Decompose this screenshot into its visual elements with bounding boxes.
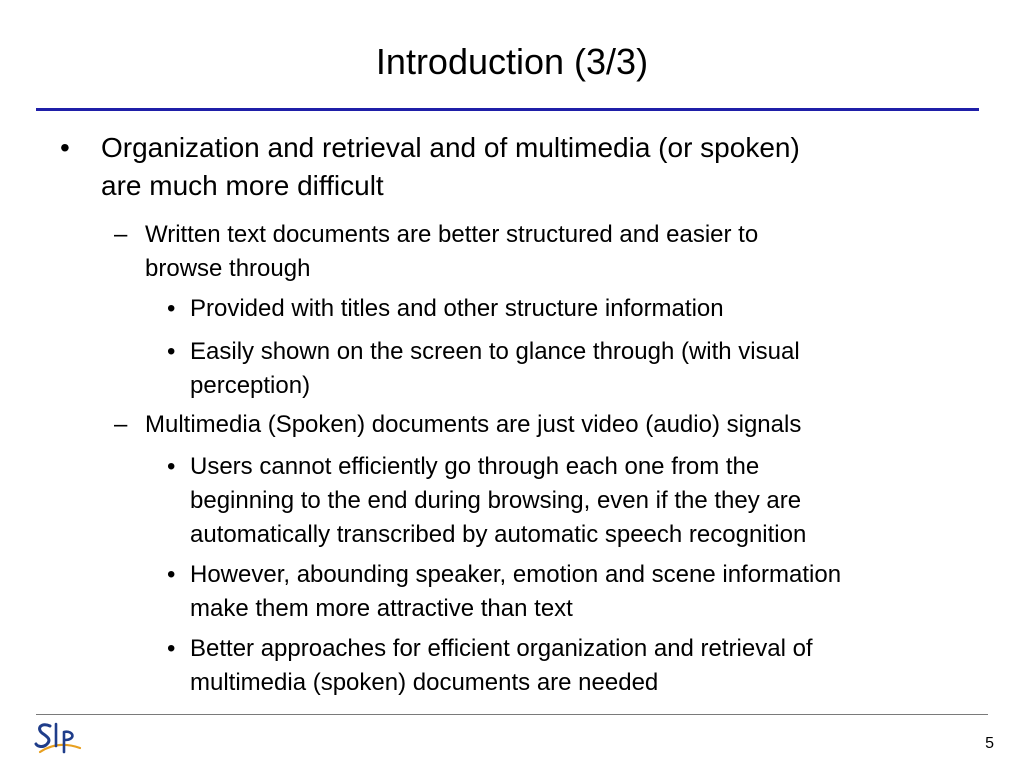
bullet-text-line: browse through [145, 255, 311, 282]
bullet-text-line: However, abounding speaker, emotion and scene information [190, 561, 842, 588]
bullet-text-line: beginning to the end during browsing, even if the they are [190, 487, 802, 514]
bullet-text-line: Users cannot efficiently go through each one from the [190, 453, 760, 480]
bullet-marker-l3: • [167, 338, 176, 365]
bullet-marker-l3: • [167, 561, 176, 588]
bullet-l3-titles [190, 292, 724, 326]
slide-title: Introduction (3/3) [375, 41, 649, 82]
bullet-l2-multimedia [145, 408, 801, 442]
bullet-text-line: multimedia (spoken) documents are needed [190, 669, 659, 696]
bullet-marker-l3: • [167, 453, 176, 480]
bullet-text-line: Organization and retrieval and of multimedia (or spoken) [101, 132, 800, 163]
bullet-l3-abounding [190, 558, 841, 626]
bullet-marker-l2: – [114, 221, 128, 248]
bullet-text-line: automatically transcribed by automatic speech recognition [190, 521, 807, 548]
bullet-text-line: Better approaches for efficient organization and retrieval of [190, 635, 813, 662]
bullet-text-line: are much more difficult [101, 170, 384, 201]
bullet-marker-l3: • [167, 635, 176, 662]
bullet-l2-written-text [145, 218, 758, 286]
bullet-l1-organization [101, 129, 800, 205]
page-number: 5 [985, 735, 994, 752]
bullet-marker-l2: – [114, 411, 128, 438]
bullet-text-line: Easily shown on the screen to glance through (with visual [190, 338, 800, 365]
slp-logo [34, 718, 82, 758]
bullet-text-line: make them more attractive than text [190, 595, 573, 622]
bullet-text-line: Provided with titles and other structure information [190, 295, 724, 322]
bullet-marker-l3: • [167, 295, 176, 322]
bullet-text-line: Multimedia (Spoken) documents are just video (audio) signals [145, 411, 802, 438]
bullet-text-line: Written text documents are better structured and easier to [145, 221, 759, 248]
bullet-l3-users-cannot [190, 450, 806, 552]
bullet-l3-better-approaches [190, 632, 813, 700]
bullet-marker-l1: • [60, 132, 70, 163]
bullet-text-line: perception) [190, 372, 311, 399]
bullet-l3-easily-shown [190, 335, 800, 403]
footer-divider [36, 714, 988, 715]
